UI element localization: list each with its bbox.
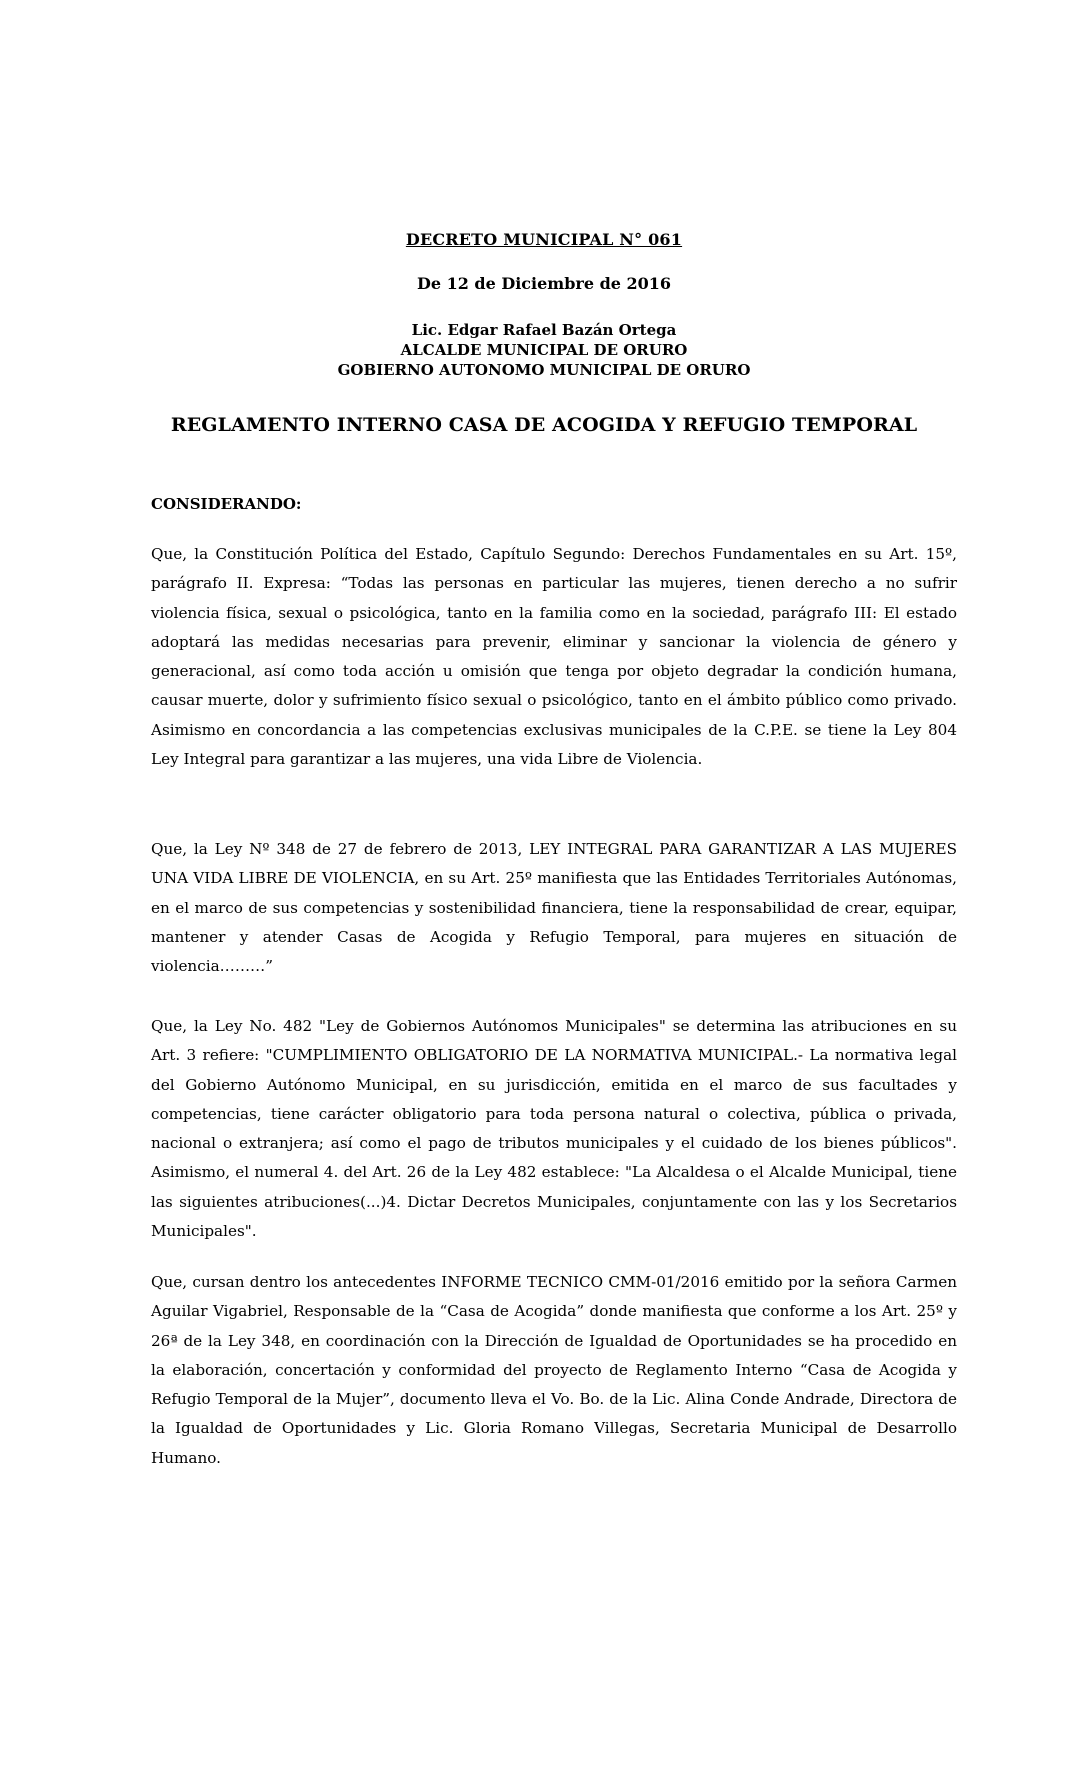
- regulation-title: REGLAMENTO INTERNO CASA DE ACOGIDA Y REFUGIO TEMPORAL: [170, 414, 918, 436]
- paragraph-ley-348: Que, la Ley Nº 348 de 27 de febrero de 2013, LEY INTEGRAL PARA GARANTIZAR A LAS MUJERES UNA VIDA LIBRE DE VIOLENCIA, en su Art. 25º manifiesta que las Entidades Territoriales Autónomas, en el marco de sus competencias y sostenibilidad financiera, tiene la responsabilidad de crear, equipar, mantener y atender Casas de Acogida y Refugio Temporal, para mujeres en situación de violencia………”: [151, 840, 957, 976]
- paragraph-constitution: Que, la Constitución Política del Estado, Capítulo Segundo: Derechos Fundamentales en su Art. 15º, parágrafo II. Expresa: “Todas las personas en particular las mujeres, tienen derecho a no sufrir violencia física, sexual o psicológica, tanto en la familia como en la sociedad, parágrafo III: El estado adoptará las medidas necesarias para prevenir, eliminar y sancionar la violencia de género y generacional, así como toda acción u omisión que tenga por objeto degradar la condición humana, causar muerte, dolor y sufrimiento físico sexual o psicológico, tanto en el ámbito público como privado. Asimismo en concordancia a las competencias exclusivas municipales de la C.P.E. se tiene la Ley 804 Ley Integral para garantizar a las mujeres, una vida Libre de Violencia.: [151, 545, 957, 769]
- section-heading-considerando: CONSIDERANDO:: [151, 495, 302, 513]
- paragraph-informe-tecnico: Que, cursan dentro los antecedentes INFORME TECNICO CMM-01/2016 emitido por la señora Carmen Aguilar Vigabriel, Responsable de la “Casa de Acogida” donde manifiesta que conforme a los Art. 25º y 26ª de la Ley 348, en coordinación con la Dirección de Igualdad de Oportunidades se ha procedido en la elaboración, concertación y conformidad del proyecto de Reglamento Interno “Casa de Acogida y Refugio Temporal de la Mujer”, documento lleva el Vo. Bo. de la Lic. Alina Conde Andrade, Directora de la Igualdad de Oportunidades y Lic. Gloria Romano Villegas, Secretaria Municipal de Desarrollo Humano.: [151, 1273, 957, 1467]
- decree-date: De 12 de Diciembre de 2016: [416, 274, 672, 293]
- authority-block: [0, 320, 1088, 380]
- authority-institution: GOBIERNO AUTONOMO MUNICIPAL DE ORURO: [337, 361, 751, 379]
- authority-position: ALCALDE MUNICIPAL DE ORURO: [400, 341, 688, 359]
- decree-title: DECRETO MUNICIPAL N° 061: [405, 230, 683, 249]
- authority-name: Lic. Edgar Rafael Bazán Ortega: [411, 321, 677, 339]
- paragraph-ley-482: Que, la Ley No. 482 "Ley de Gobiernos Autónomos Municipales" se determina las atribuciones en su Art. 3 refiere: "CUMPLIMIENTO OBLIGATORIO DE LA NORMATIVA MUNICIPAL.- La normativa legal del Gobierno Autónomo Municipal, en su jurisdicción, emitida en el marco de sus facultades y competencias, tiene carácter obligatorio para toda persona natural o colectiva, pública o privada, nacional o extranjera; así como el pago de tributos municipales y el cuidado de los bienes públicos". Asimismo, el numeral 4. del Art. 26 de la Ley 482 establece: "La Alcaldesa o el Alcalde Municipal, tiene las siguientes atribuciones(...)4. Dictar Decretos Municipales, conjuntamente con las y los Secretarios Municipales".: [151, 1017, 957, 1241]
